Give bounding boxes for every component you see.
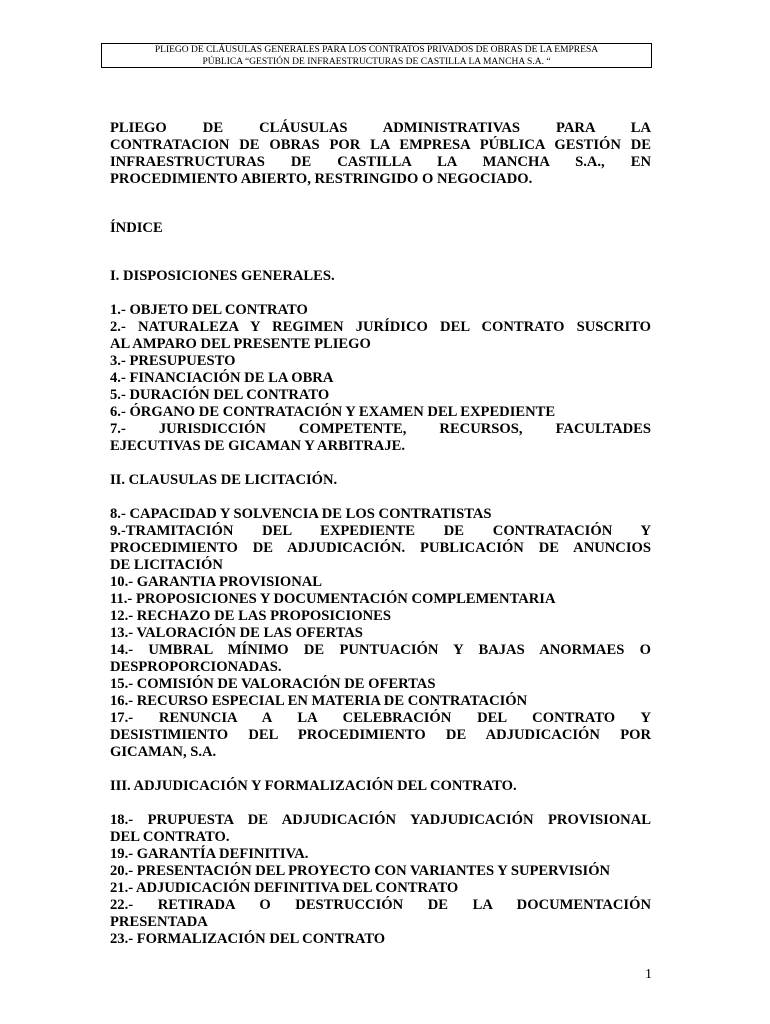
index-entry [110, 523, 651, 574]
index-entry-line: 1.- OBJETO DEL CONTRATO [110, 302, 308, 318]
index-entry [110, 863, 651, 880]
index-entry-line: GICAMAN, S.A. [110, 744, 217, 760]
index-entry-line: 8.- CAPACIDAD Y SOLVENCIA DE LOS CONTRATISTAS [110, 506, 492, 522]
index-entry-line: 19.- GARANTÍA DEFINITIVA. [110, 846, 309, 862]
title-line: PLIEGO DE CLÁUSULAS ADMINISTRATIVAS PARA LA [110, 120, 651, 136]
header-line-1: PLIEGO DE CLÁUSULAS GENERALES PARA LOS CONTRATOS PRIVADOS DE OBRAS DE LA EMPRESA [154, 45, 599, 55]
index-entry-line: 9.-TRAMITACIÓN DEL EXPEDIENTE DE CONTRATACIÓN Y [110, 523, 651, 539]
index-entry-line: 2.- NATURALEZA Y REGIMEN JURÍDICO DEL CONTRATO SUSCRITO [110, 319, 651, 335]
index-entry-line: DEL CONTRATO. [110, 829, 230, 845]
index-entry [110, 591, 651, 608]
header-line-2: PÚBLICA “GESTIÓN DE INFRAESTRUCTURAS DE CASTILLA LA MANCHA S.A. “ [202, 57, 551, 67]
index-entry-line: 22.- RETIRADA O DESTRUCCIÓN DE LA DOCUMENTACIÓN [110, 897, 651, 913]
index-entry [110, 574, 651, 591]
index-entry [110, 608, 651, 625]
index-entry [110, 931, 651, 948]
index-entry-line: 15.- COMISIÓN DE VALORACIÓN DE OFERTAS [110, 676, 436, 692]
index-entry-line: 23.- FORMALIZACIÓN DEL CONTRATO [110, 931, 386, 947]
index-entry [110, 404, 651, 421]
index-entry-line: 4.- FINANCIACIÓN DE LA OBRA [110, 370, 334, 386]
index-entry-line: 14.- UMBRAL MÍNIMO DE PUNTUACIÓN Y BAJAS ANORMAES O [110, 642, 651, 658]
index-entry-line: EJECUTIVAS DE GICAMAN Y ARBITRAJE. [110, 438, 406, 454]
index-entry-line: 17.- RENUNCIA A LA CELEBRACIÓN DEL CONTRATO Y [110, 710, 651, 726]
document-title [110, 120, 651, 188]
index-entry-line: 6.- ÓRGANO DE CONTRATACIÓN Y EXAMEN DEL EXPEDIENTE [110, 404, 556, 420]
index-entry-line: 16.- RECURSO ESPECIAL EN MATERIA DE CONTRATACIÓN [110, 693, 528, 709]
index-entry [110, 642, 651, 676]
index-entry [110, 302, 651, 319]
section-heading: III. ADJUDICACIÓN Y FORMALIZACIÓN DEL CONTRATO. [110, 778, 517, 794]
title-line: PROCEDIMIENTO ABIERTO, RESTRINGIDO O NEGOCIADO. [110, 171, 533, 187]
index-entry-line: AL AMPARO DEL PRESENTE PLIEGO [110, 336, 371, 352]
index-entry-line: 5.- DURACIÓN DEL CONTRATO [110, 387, 330, 403]
index-entry [110, 319, 651, 353]
index-entry [110, 387, 651, 404]
title-line: CONTRATACION DE OBRAS POR LA EMPRESA PÚBLICA GESTIÓN DE [110, 137, 651, 153]
index-entry [110, 812, 651, 846]
index-entry-line: PRESENTADA [110, 914, 208, 930]
index-entry-line: 10.- GARANTIA PROVISIONAL [110, 574, 323, 590]
index-entry-line: DE LICITACIÓN [110, 557, 223, 573]
index-entry-line: 20.- PRESENTACIÓN DEL PROYECTO CON VARIANTES Y SUPERVISIÓN [110, 863, 611, 879]
index-entry [110, 625, 651, 642]
index-entry [110, 506, 651, 523]
index-entry-line: 21.- ADJUDICACIÓN DEFINITIVA DEL CONTRATO [110, 880, 459, 896]
index-entry-line: 13.- VALORACIÓN DE LAS OFERTAS [110, 625, 363, 641]
index-entry-line: 12.- RECHAZO DE LAS PROPOSICIONES [110, 608, 391, 624]
index-entry [110, 897, 651, 931]
index-entry [110, 880, 651, 897]
index-entry-line: PROCEDIMIENTO DE ADJUDICACIÓN. PUBLICACIÓN DE ANUNCIOS [110, 540, 651, 556]
index-entry-line: 11.- PROPOSICIONES Y DOCUMENTACIÓN COMPLEMENTARIA [110, 591, 556, 607]
index-entry-line: 18.- PRUPUESTA DE ADJUDICACIÓN YADJUDICACIÓN PROVISIONAL [110, 812, 651, 828]
index-entry [110, 421, 651, 455]
index-entry [110, 693, 651, 710]
index-entry [110, 846, 651, 863]
page-number: 1 [645, 967, 652, 982]
section-heading: II. CLAUSULAS DE LICITACIÓN. [110, 472, 338, 488]
index-entry [110, 710, 651, 761]
index-entry [110, 676, 651, 693]
index-heading: ÍNDICE [110, 220, 163, 236]
index-entry [110, 370, 651, 387]
section-heading: I. DISPOSICIONES GENERALES. [110, 268, 335, 284]
document-body [110, 120, 651, 948]
title-line: INFRAESTRUCTURAS DE CASTILLA LA MANCHA S.A., EN [110, 154, 651, 170]
index-entry-line: 7.- JURISDICCIÓN COMPETENTE, RECURSOS, FACULTADES [110, 421, 651, 437]
index-entry-line: 3.- PRESUPUESTO [110, 353, 236, 369]
index-entry [110, 353, 651, 370]
index-entry-line: DESPROPORCIONADAS. [110, 659, 282, 675]
running-header [101, 43, 652, 68]
index-sections [110, 268, 651, 948]
index-entry-line: DESISTIMIENTO DEL PROCEDIMIENTO DE ADJUDICACIÓN POR [110, 727, 651, 743]
